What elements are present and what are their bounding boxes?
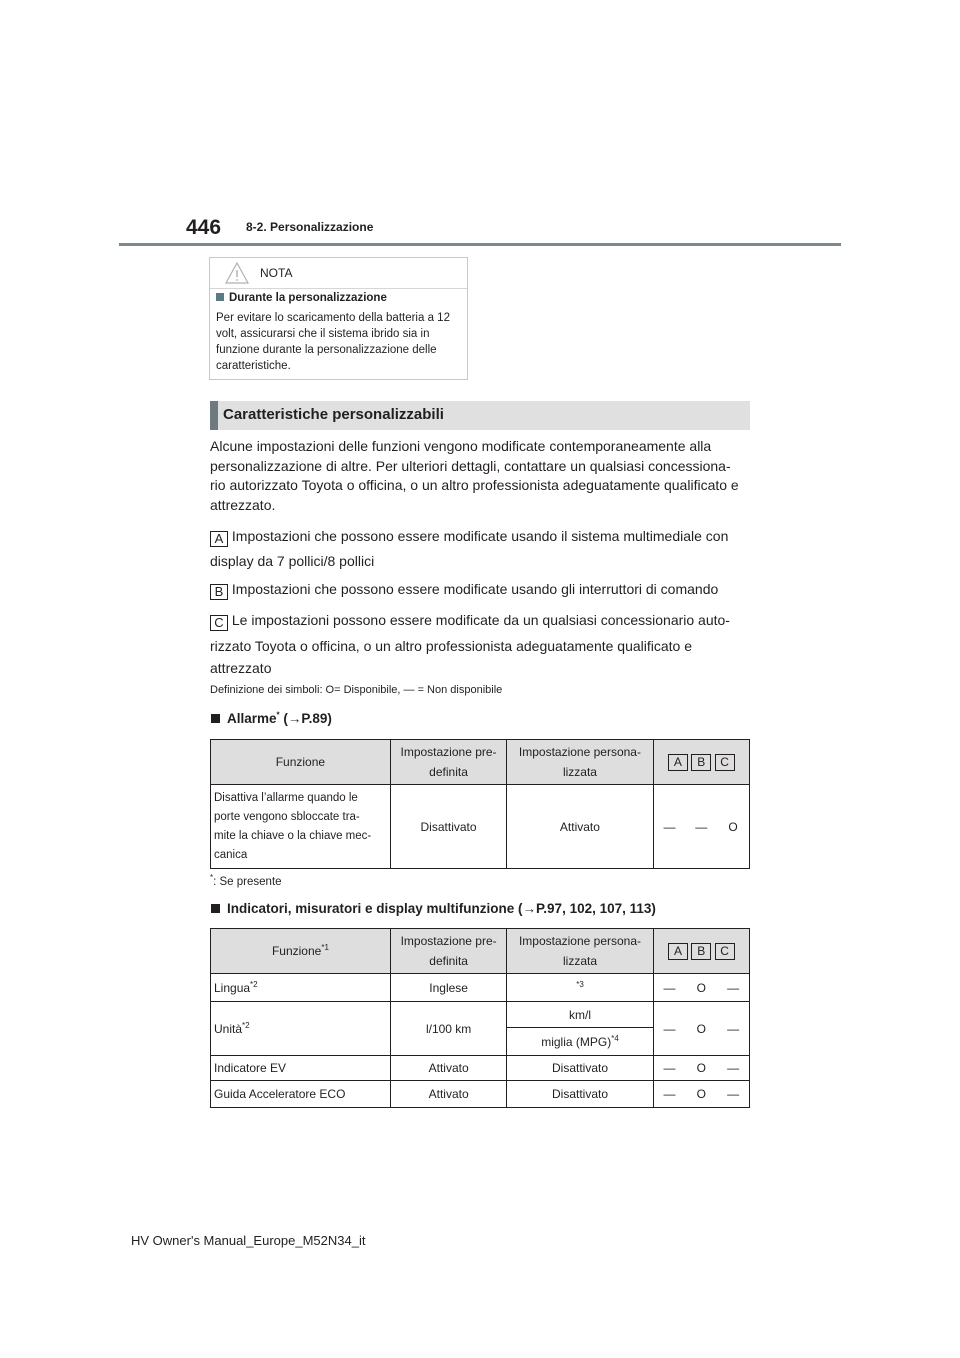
- row-eco-default: Attivato: [390, 1081, 507, 1108]
- alarm-heading: [211, 711, 332, 726]
- label-c-box: C: [210, 615, 228, 631]
- table-row: [211, 1081, 750, 1108]
- page-number: 446: [186, 216, 222, 239]
- row-eco-b: O: [685, 1081, 717, 1108]
- row-function: [211, 785, 391, 869]
- header-c: C: [715, 754, 735, 771]
- footnote-mark: *: [210, 873, 214, 883]
- square-bullet-icon: [211, 904, 220, 913]
- row-ev-name: Indicatore EV: [211, 1056, 391, 1081]
- row-ev-c: —: [717, 1056, 749, 1081]
- heading-accent: [210, 401, 218, 430]
- note-body: Per evitare lo scaricamento della batteria a 12 volt, assicurarsi che il sistema ibrido sia in funzione durante la personalizzazione delle caratteristiche.: [216, 312, 450, 372]
- row-lingua-name-text: Lingua: [214, 980, 251, 995]
- symbol-definitions: Definizione dei simboli: O= Disponibile, — = Non disponibile: [210, 684, 503, 696]
- alarm-table: [210, 739, 750, 869]
- row-lingua-c: —: [717, 974, 749, 1002]
- row-function-4: canica: [214, 848, 248, 861]
- meters-heading: [211, 901, 656, 916]
- note-subtitle-text: Durante la personalizzazione: [229, 292, 387, 304]
- row-eco-a: —: [653, 1081, 685, 1108]
- footnote-text: : Se presente: [213, 876, 282, 888]
- intro-paragraph: Alcune impostazioni delle funzioni vengono modificate contemporaneamente alla personalizzazione di altre. Per ulteriori dettagli, contattare un qualsiasi concessiona- rio autorizzato Toyota o officina, o un altro professionista adeguatamente qualificato e attrezzato.: [210, 438, 739, 513]
- row-eco-c: —: [717, 1081, 749, 1108]
- row-c: O: [717, 785, 749, 869]
- row-unita-sup: *2: [242, 1020, 250, 1030]
- row-function-3: mite la chiave o la chiave mec-: [214, 829, 372, 842]
- legend-b-text: Impostazioni che possono essere modificate usando gli interruttori di comando: [231, 581, 719, 597]
- header-custom-2: lizzata: [562, 765, 597, 779]
- header-a: A: [668, 754, 688, 771]
- header-abc: [653, 929, 749, 974]
- header-default-1: Impostazione pre-: [400, 745, 497, 759]
- table-row: [211, 1002, 750, 1028]
- header-default-2: definita: [429, 954, 468, 968]
- row-lingua-name: [211, 974, 391, 1002]
- legend-c-text: Le impostazioni possono essere modificate da un qualsiasi concessionario auto-: [231, 612, 730, 628]
- warning-icon: [225, 262, 249, 284]
- alarm-title-sup: *: [276, 710, 280, 720]
- label-b-box: B: [210, 584, 228, 600]
- row-ev-b: O: [685, 1056, 717, 1081]
- alarm-title: Allarme: [227, 711, 277, 726]
- header-abc: [653, 740, 749, 785]
- row-lingua-default: Inglese: [390, 974, 507, 1002]
- row-eco-custom: Disattivato: [507, 1081, 653, 1108]
- row-unita-name: [211, 1002, 391, 1056]
- alarm-ref: (→P.89): [279, 711, 332, 726]
- table-row: [211, 785, 750, 869]
- header-default-2: definita: [429, 765, 468, 779]
- header-default: [390, 740, 507, 785]
- heading-text: Caratteristiche personalizzabili: [223, 406, 444, 423]
- header-divider: [119, 243, 841, 246]
- row-a: —: [653, 785, 685, 869]
- note-header: [210, 258, 467, 289]
- row-default: Disattivato: [390, 785, 507, 869]
- legend-a: [210, 524, 755, 548]
- row-lingua-custom-sup: *3: [576, 979, 584, 989]
- header-custom: [507, 929, 653, 974]
- row-ev-a: —: [653, 1056, 685, 1081]
- legend-a-cont: display da 7 pollici/8 pollici: [210, 553, 375, 569]
- row-unita-custom-1: km/l: [507, 1002, 653, 1028]
- row-lingua-custom: [507, 974, 653, 1002]
- row-unita-default: l/100 km: [390, 1002, 507, 1056]
- table-header-row: [211, 929, 750, 974]
- header-funzione: [211, 929, 391, 974]
- section-title: 8-2. Personalizzazione: [246, 220, 374, 234]
- note-box: [209, 257, 468, 380]
- legend-c-cont1: rizzato Toyota o officina, o un altro professionista adeguatamente qualificato e: [210, 638, 693, 654]
- legend-c-cont2: attrezzato: [210, 660, 272, 676]
- header-funzione-text: Funzione: [271, 944, 322, 958]
- header-custom-1: Impostazione persona-: [518, 934, 642, 948]
- row-function-1: Disattiva l’allarme quando le: [214, 791, 358, 804]
- header-default-1: Impostazione pre-: [400, 934, 497, 948]
- header-funzione-sup: *1: [321, 943, 329, 952]
- row-b: —: [685, 785, 717, 869]
- row-eco-name: Guida Acceleratore ECO: [211, 1081, 391, 1108]
- row-function-2: porte vengono sbloccate tra-: [214, 810, 360, 823]
- row-custom: Attivato: [507, 785, 653, 869]
- header-b: B: [691, 754, 711, 771]
- row-unita-name-text: Unità: [214, 1021, 243, 1036]
- meters-title: Indicatori, misuratori e display multifunzione (→P.97, 102, 107, 113): [227, 901, 656, 916]
- header-b: B: [691, 943, 711, 960]
- alarm-footnote: [210, 873, 282, 888]
- note-title: NOTA: [260, 266, 293, 280]
- header-custom-1: Impostazione persona-: [518, 745, 641, 759]
- row-unita-c: —: [717, 1002, 749, 1056]
- label-a-box: A: [210, 531, 228, 547]
- square-bullet-icon: [216, 293, 224, 301]
- header-c: C: [715, 943, 735, 960]
- row-unita-b: O: [685, 1002, 717, 1056]
- legend-c: [210, 608, 755, 632]
- note-subtitle: [216, 292, 387, 304]
- square-bullet-icon: [211, 714, 220, 723]
- header-custom: [507, 740, 653, 785]
- header-a: A: [668, 943, 688, 960]
- header-default: [390, 929, 507, 974]
- table-row: [211, 1056, 750, 1081]
- meters-table: [210, 928, 750, 1108]
- row-ev-custom: Disattivato: [507, 1056, 653, 1081]
- row-lingua-b: O: [685, 974, 717, 1002]
- legend-a-text: Impostazioni che possono essere modificate usando il sistema multimediale con: [231, 528, 729, 544]
- legend-b: [210, 577, 755, 601]
- table-row: [211, 974, 750, 1002]
- table-header-row: [211, 740, 750, 785]
- footer-text: HV Owner's Manual_Europe_M52N34_it: [131, 1233, 366, 1248]
- row-lingua-sup: *2: [250, 979, 258, 989]
- row-ev-default: Attivato: [390, 1056, 507, 1081]
- section-heading: [210, 401, 750, 430]
- row-unita-a: —: [653, 1002, 685, 1056]
- row-unita-custom-2-sup: *4: [611, 1033, 619, 1043]
- row-unita-custom-2-text: miglia (MPG): [541, 1034, 612, 1049]
- header-funzione: Funzione: [211, 740, 391, 785]
- row-lingua-a: —: [653, 974, 685, 1002]
- header-custom-2: lizzata: [562, 954, 597, 968]
- row-unita-custom-2: [507, 1028, 653, 1056]
